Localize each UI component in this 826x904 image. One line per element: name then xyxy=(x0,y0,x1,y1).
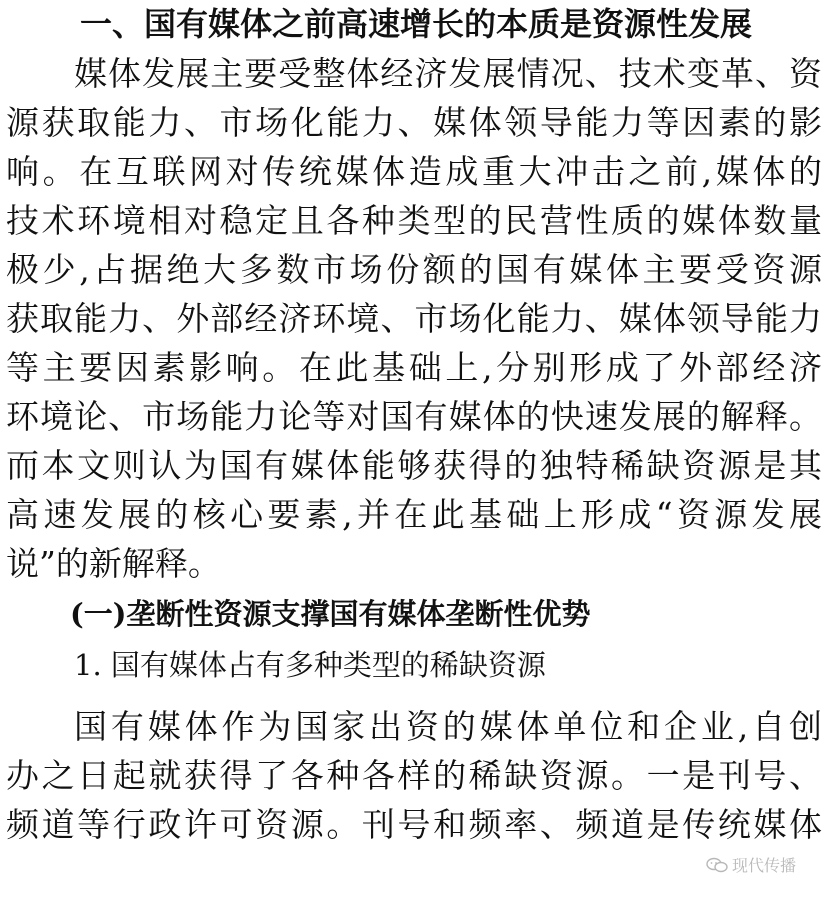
section-heading: 一、国有媒体之前高速增长的本质是资源性发展 xyxy=(80,5,753,43)
subsection-heading: (一)垄断性资源支撑国有媒体垄断性优势 xyxy=(70,597,591,631)
paragraph-line: 办之日起就获得了各种各样的稀缺资源。一是刊号、 xyxy=(6,756,822,795)
paragraph-line: 等主要因素影响。在此基础上,分别形成了外部经济 xyxy=(6,348,822,387)
paragraph-line: 高速发展的核心要素,并在此基础上形成“资源发展 xyxy=(6,495,822,534)
paragraph-line: 说”的新解释。 xyxy=(6,544,221,583)
paragraph-line: 获取能力、外部经济环境、市场化能力、媒体领导能力 xyxy=(6,299,822,338)
paragraph-line: 媒体发展主要受整体经济发展情况、技术变革、资 xyxy=(74,54,822,93)
watermark-text: 现代传播 xyxy=(731,856,796,875)
watermark xyxy=(706,853,796,876)
wechat-icon xyxy=(706,857,728,873)
paragraph-line: 源获取能力、市场化能力、媒体领导能力等因素的影 xyxy=(6,103,822,142)
paragraph-line: 国有媒体作为国家出资的媒体单位和企业,自创 xyxy=(74,707,822,746)
paragraph-line: 技术环境相对稳定且各种类型的民营性质的媒体数量 xyxy=(6,201,822,240)
paragraph-line: 频道等行政许可资源。刊号和频率、频道是传统媒体 xyxy=(6,805,822,844)
paragraph-line: 响。在互联网对传统媒体造成重大冲击之前,媒体的 xyxy=(6,152,822,191)
paragraph-line: 环境论、市场能力论等对国有媒体的快速发展的解释。 xyxy=(6,397,822,436)
paragraph-line: 极少,占据绝大多数市场份额的国有媒体主要受资源 xyxy=(6,250,822,289)
subsubsection-heading: 1. 国有媒体占有多种类型的稀缺资源 xyxy=(74,648,546,682)
paragraph-line: 而本文则认为国有媒体能够获得的独特稀缺资源是其 xyxy=(6,446,822,485)
